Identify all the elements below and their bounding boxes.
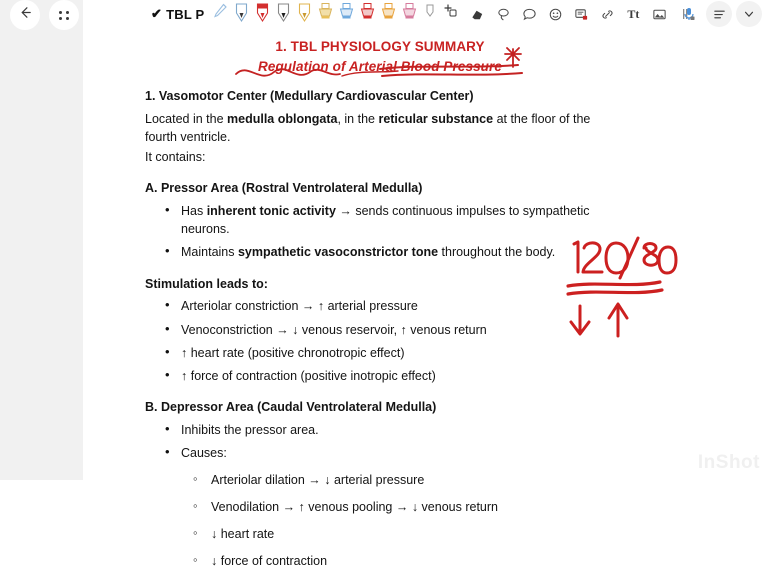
list-item: ◦ Venodilation → ↑ venous pooling → ↓ venous return [145,498,615,516]
text-bold: inherent tonic activity [206,204,336,219]
microphone-lock-icon [681,6,697,22]
list-item: • Inhibits the pressor area. [145,421,615,439]
watermark: InShot [697,452,760,473]
text-fragment: throughout the body. [438,245,556,260]
text-bold-reticular: reticular substance [378,111,494,126]
list-item: • Arteriolar constriction → ↑ arterial pressure [145,297,615,315]
expand-toolbar-button[interactable] [736,1,762,27]
highlighter-pink[interactable] [399,2,419,26]
checkmark-icon: ✔ [151,6,163,21]
apps-button[interactable] [49,0,79,30]
highlighter-yellow[interactable] [315,2,335,26]
toolbar-right-group [676,0,762,28]
document-body [145,33,615,571]
highlighter-orange[interactable] [378,2,398,26]
stimulation-bullet-list [145,297,615,385]
pressor-area-bullet-list [145,202,615,261]
back-button[interactable] [10,0,40,30]
section-heading-vasomotor-center: 1. Vasomotor Center (Medullary Cardiovascular Center) [145,89,474,103]
pen-tool-black[interactable] [273,2,293,26]
list-item [145,243,615,261]
pen-tool-1[interactable] [231,2,251,26]
apps-grid-icon [59,11,70,20]
list-item: • ↑ heart rate (positive chronotropic effect) [145,344,615,362]
list-item: ◦ ↓ heart rate [145,525,615,543]
eraser-icon[interactable] [469,6,485,22]
list-item: ◦ ↓ force of contraction [145,552,615,570]
text-fragment: Maintains [181,245,238,260]
text-tool-label: Tt [627,6,640,21]
pencil-tool[interactable] [210,2,230,26]
lasso-select-icon[interactable] [495,6,511,22]
list-item [145,202,615,238]
microphone-lock-button[interactable] [676,1,702,27]
top-toolbar [83,0,768,28]
add-pen-tool[interactable] [441,2,461,26]
text-bold: sympathetic vasoconstrictor tone [237,245,439,260]
pen-tool-strip [210,2,461,26]
text-fragment: Has [181,204,207,219]
text-fragment: , in the [337,111,379,126]
outline-list-button[interactable] [706,1,732,27]
list-item: • Causes: [145,444,615,462]
list-item: • Venoconstriction → ↓ venous reservoir, ↑ venous return [145,321,615,339]
page-subtitle: Regulation of Arterial Blood Pressure [258,59,502,74]
section-heading-pressor-area: A. Pressor Area (Rostral Ventrolateral Medulla) [145,181,423,196]
section-heading-stimulation: Stimulation leads to: [145,276,268,291]
list-item: ◦ Arteriolar dilation → ↓ arterial pressure [145,471,615,489]
section-heading-depressor-area: B. Depressor Area (Caudal Ventrolateral Medulla) [145,399,437,414]
text-bold-medulla: medulla oblongata [227,111,338,126]
sticker-icon[interactable] [547,6,563,22]
paragraph-it-contains: It contains: [145,150,206,165]
document-label-group[interactable] [151,6,204,22]
back-arrow-icon [18,5,33,25]
note-lock-icon[interactable] [573,6,589,22]
pen-tool-red[interactable] [252,2,272,26]
document-page [83,28,768,569]
depressor-area-sub-list [145,471,615,571]
comment-bubble-icon[interactable] [521,6,537,22]
link-icon[interactable] [599,6,615,22]
outline-list-icon [712,7,727,22]
insert-image-icon[interactable] [651,6,667,22]
document-title-label: TBL P [166,6,205,22]
text-fragment: Located in the [145,111,228,126]
text-tool-icon[interactable] [625,6,641,22]
left-sidebar [0,0,83,480]
highlighter-blue[interactable] [336,2,356,26]
depressor-area-bullet-list [145,421,615,462]
list-item: • ↑ force of contraction (positive inotropic effect) [145,367,615,385]
chevron-down-icon [742,7,756,21]
page-title: 1. TBL PHYSIOLOGY SUMMARY [275,39,485,54]
paragraph-location [145,110,615,146]
text-fragment: at the floor of the fourth ventricle. [145,111,591,144]
feature-icon-strip [469,6,693,22]
highlighter-red[interactable] [357,2,377,26]
pen-tool-yellow[interactable] [294,2,314,26]
text-fragment: → sends continuous impulses to sympathetic neurons. [181,204,590,237]
eraser-tool-small[interactable] [420,2,440,26]
